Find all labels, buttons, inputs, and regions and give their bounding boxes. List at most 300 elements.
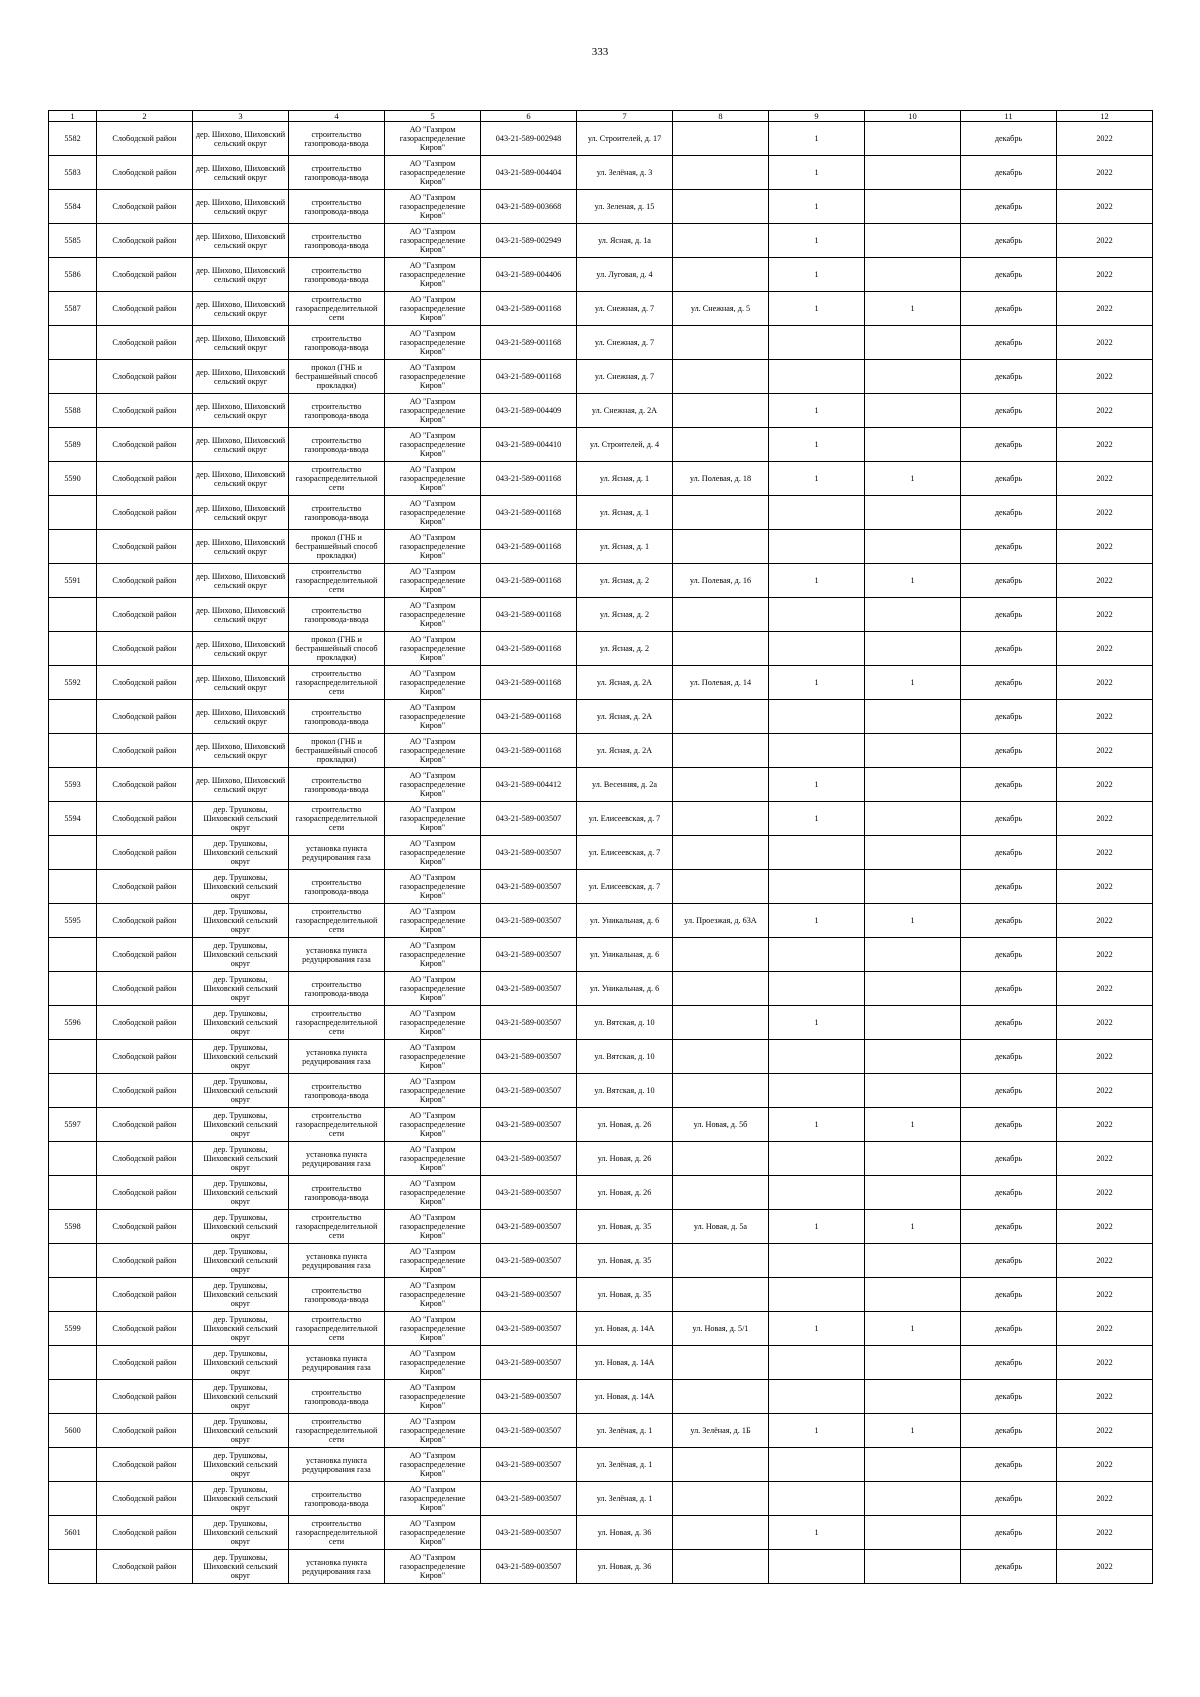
cell-text: дер. Шихово, Шиховский сельский округ <box>195 503 286 522</box>
table-cell <box>673 292 769 326</box>
cell-text: декабрь <box>994 1256 1023 1265</box>
table-cell <box>577 564 673 598</box>
cell-text: 2022 <box>1096 1188 1113 1197</box>
table-cell <box>97 904 193 938</box>
table-cell <box>673 802 769 836</box>
cell-text: 043-21-589-003507 <box>495 1018 562 1027</box>
table-cell <box>673 666 769 700</box>
table-cell <box>289 1210 385 1244</box>
cell-text: декабрь <box>994 746 1023 755</box>
table-cell <box>193 938 289 972</box>
table-cell <box>673 1040 769 1074</box>
table-cell <box>193 1414 289 1448</box>
table-cell <box>193 1040 289 1074</box>
cell-text: декабрь <box>994 406 1023 415</box>
table-cell <box>1057 870 1153 904</box>
cell-text: 5587 <box>64 304 81 313</box>
table-cell <box>769 1040 865 1074</box>
cell-text: 5597 <box>64 1120 81 1129</box>
cell-text: Слободской район <box>112 712 177 721</box>
cell-text: Слободской район <box>112 1256 177 1265</box>
table-cell <box>385 1312 481 1346</box>
cell-text: дер. Шихово, Шиховский сельский округ <box>195 775 286 794</box>
table-cell <box>289 326 385 360</box>
table-cell <box>97 1516 193 1550</box>
cell-text: дер. Шихово, Шиховский сельский округ <box>195 571 286 590</box>
table-row <box>49 1244 1153 1278</box>
table-cell <box>673 156 769 190</box>
table-cell <box>97 1550 193 1584</box>
table-cell <box>865 904 961 938</box>
table-cell <box>865 190 961 224</box>
table-cell <box>193 836 289 870</box>
table-cell <box>865 1414 961 1448</box>
cell-text: ул. Новая, д. 35 <box>597 1222 652 1231</box>
cell-text: 5591 <box>64 576 81 585</box>
cell-text: Слободской район <box>112 1562 177 1571</box>
table-cell <box>865 972 961 1006</box>
table-cell <box>193 258 289 292</box>
column-header: 12 <box>1057 111 1153 122</box>
table-cell <box>961 632 1057 666</box>
table-cell <box>385 1176 481 1210</box>
cell-text: 043-21-589-003507 <box>495 1052 562 1061</box>
cell-text: ул. Зелёная, д. 1 <box>596 1460 653 1469</box>
table-cell <box>961 428 1057 462</box>
table-cell <box>1057 1278 1153 1312</box>
table-cell <box>193 462 289 496</box>
cell-text: прокол (ГНБ и бестраншейный способ прокладки) <box>295 533 378 560</box>
table-cell <box>577 768 673 802</box>
cell-text: 2022 <box>1096 814 1113 823</box>
cell-text: 2022 <box>1096 678 1113 687</box>
cell-text: 043-21-589-003668 <box>495 202 562 211</box>
table-cell <box>865 1108 961 1142</box>
table-cell <box>289 598 385 632</box>
cell-text: строительство газопровода-ввода <box>304 333 369 352</box>
cell-text: Слободской район <box>112 406 177 415</box>
column-header: 2 <box>97 111 193 122</box>
table-cell <box>577 1312 673 1346</box>
table-cell <box>49 870 97 904</box>
cell-text: дер. Трушковы, Шиховский сельский округ <box>203 1451 278 1478</box>
cell-text: дер. Трушковы, Шиховский сельский округ <box>203 1111 278 1138</box>
table-cell <box>577 1176 673 1210</box>
table-cell <box>481 1210 577 1244</box>
table-cell <box>49 1312 97 1346</box>
table-cell <box>49 904 97 938</box>
table-cell <box>577 1074 673 1108</box>
table-cell <box>769 190 865 224</box>
cell-text: АО "Газпром газораспределение Киров" <box>399 737 466 764</box>
cell-text: Слободской район <box>112 202 177 211</box>
cell-text: ул. Весенняя, д. 2а <box>592 780 657 789</box>
table-cell <box>289 360 385 394</box>
cell-text: 1 <box>814 304 819 313</box>
cell-text: АО "Газпром газораспределение Киров" <box>399 1179 466 1206</box>
table-cell <box>769 972 865 1006</box>
table-cell <box>385 700 481 734</box>
table-cell <box>385 462 481 496</box>
cell-text: Слободской район <box>112 1052 177 1061</box>
cell-text: дер. Шихово, Шиховский сельский округ <box>195 605 286 624</box>
cell-text: ул. Уникальная, д. 6 <box>589 950 660 959</box>
table-cell <box>385 904 481 938</box>
table-cell <box>385 360 481 394</box>
cell-text: АО "Газпром газораспределение Киров" <box>399 975 466 1002</box>
cell-text: ул. Вятская, д. 10 <box>594 1086 655 1095</box>
cell-text: 2022 <box>1096 338 1113 347</box>
table-row <box>49 1176 1153 1210</box>
table-cell <box>385 224 481 258</box>
cell-text: 1 <box>814 236 819 245</box>
table-row <box>49 326 1153 360</box>
cell-text: ул. Снежная, д. 7 <box>594 304 655 313</box>
table-cell <box>673 496 769 530</box>
cell-text: 043-21-589-001168 <box>495 746 562 755</box>
table-cell <box>865 394 961 428</box>
cell-text: дер. Шихово, Шиховский сельский округ <box>195 367 286 386</box>
cell-text: 1 <box>814 168 819 177</box>
table-cell <box>289 1074 385 1108</box>
cell-text: 043-21-589-003507 <box>495 1528 562 1537</box>
cell-text: 2022 <box>1096 1562 1113 1571</box>
cell-text: строительство газораспределительной сети <box>295 669 378 696</box>
cell-text: дер. Шихово, Шиховский сельский округ <box>195 673 286 692</box>
table-cell <box>97 938 193 972</box>
cell-text: 2022 <box>1096 406 1113 415</box>
cell-text: дер. Шихово, Шиховский сельский округ <box>195 741 286 760</box>
cell-text: Слободской район <box>112 1324 177 1333</box>
table-cell <box>961 836 1057 870</box>
cell-text: ул. Новая, д. 14А <box>594 1358 655 1367</box>
table-cell <box>97 768 193 802</box>
table-cell <box>961 1006 1057 1040</box>
table-cell <box>1057 1040 1153 1074</box>
table-cell <box>49 1346 97 1380</box>
table-cell <box>481 292 577 326</box>
cell-text: 1 <box>814 1528 819 1537</box>
cell-text: декабрь <box>994 134 1023 143</box>
cell-text: 043-21-589-001168 <box>495 644 562 653</box>
table-cell <box>49 224 97 258</box>
cell-text: АО "Газпром газораспределение Киров" <box>399 261 466 288</box>
table-cell <box>289 462 385 496</box>
table-cell <box>1057 768 1153 802</box>
cell-text: строительство газораспределительной сети <box>295 1213 378 1240</box>
table-cell <box>193 700 289 734</box>
cell-text: 043-21-589-004409 <box>495 406 562 415</box>
table-cell <box>865 1312 961 1346</box>
table-cell <box>673 258 769 292</box>
table-cell <box>1057 190 1153 224</box>
table-cell <box>769 1516 865 1550</box>
table-cell <box>193 190 289 224</box>
table-cell <box>865 224 961 258</box>
table-cell <box>865 1346 961 1380</box>
table-cell <box>865 768 961 802</box>
cell-text: декабрь <box>994 950 1023 959</box>
cell-text: 2022 <box>1096 1426 1113 1435</box>
table-cell <box>193 496 289 530</box>
table-row <box>49 156 1153 190</box>
table-cell <box>1057 1516 1153 1550</box>
table-cell <box>481 904 577 938</box>
cell-text: Слободской район <box>112 882 177 891</box>
table-cell <box>49 972 97 1006</box>
table-cell <box>1057 530 1153 564</box>
table-cell <box>673 1006 769 1040</box>
cell-text: АО "Газпром газораспределение Киров" <box>399 1553 466 1580</box>
table-cell <box>961 1040 1057 1074</box>
table-cell <box>769 938 865 972</box>
table-cell <box>289 1040 385 1074</box>
table-cell <box>865 734 961 768</box>
page-number: 333 <box>591 46 609 58</box>
cell-text: АО "Газпром газораспределение Киров" <box>399 1247 466 1274</box>
cell-text: установка пункта редуцирования газа <box>302 843 371 862</box>
table-cell <box>769 666 865 700</box>
table-cell <box>769 632 865 666</box>
table-cell <box>961 938 1057 972</box>
table-cell <box>865 598 961 632</box>
table-cell <box>385 1210 481 1244</box>
table-cell <box>289 1142 385 1176</box>
cell-text: 043-21-589-003507 <box>495 1154 562 1163</box>
table-cell <box>577 122 673 156</box>
table-cell <box>49 1448 97 1482</box>
cell-text: ул. Строителей, д. 4 <box>589 440 660 449</box>
table-cell <box>289 564 385 598</box>
table-cell <box>577 156 673 190</box>
table-cell <box>97 1210 193 1244</box>
table-row <box>49 1278 1153 1312</box>
cell-text: 2022 <box>1096 508 1113 517</box>
table-cell <box>865 938 961 972</box>
cell-text: 1 <box>814 474 819 483</box>
cell-text: дер. Трушковы, Шиховский сельский округ <box>203 1179 278 1206</box>
table-cell <box>289 496 385 530</box>
cell-text: 043-21-589-003507 <box>495 848 562 857</box>
table-cell <box>961 190 1057 224</box>
table-cell <box>49 938 97 972</box>
cell-text: декабрь <box>994 1188 1023 1197</box>
cell-text: дер. Шихово, Шиховский сельский округ <box>195 129 286 148</box>
table-cell <box>865 360 961 394</box>
cell-text: 2022 <box>1096 1324 1113 1333</box>
table-cell <box>769 1550 865 1584</box>
cell-text: 1 <box>814 780 819 789</box>
column-header: 8 <box>673 111 769 122</box>
table-cell <box>289 1006 385 1040</box>
table-cell <box>1057 700 1153 734</box>
table-cell <box>673 1482 769 1516</box>
cell-text: 1 <box>814 202 819 211</box>
cell-text: 2022 <box>1096 1392 1113 1401</box>
table-cell <box>1057 428 1153 462</box>
cell-text: Слободской район <box>112 1426 177 1435</box>
cell-text: АО "Газпром газораспределение Киров" <box>399 941 466 968</box>
cell-text: 043-21-589-003507 <box>495 1188 562 1197</box>
table-cell <box>385 1346 481 1380</box>
table-cell <box>577 360 673 394</box>
table-cell <box>481 156 577 190</box>
table-cell <box>193 1380 289 1414</box>
table-cell <box>577 428 673 462</box>
cell-text: Слободской район <box>112 338 177 347</box>
cell-text: ул. Ясная, д. 2А <box>596 678 653 687</box>
table-cell <box>865 156 961 190</box>
table-row <box>49 836 1153 870</box>
table-cell <box>97 1108 193 1142</box>
table-row <box>49 496 1153 530</box>
cell-text: 1 <box>910 576 915 585</box>
table-cell <box>769 258 865 292</box>
table-cell <box>961 1380 1057 1414</box>
cell-text: ул. Полевая, д. 16 <box>689 576 752 585</box>
cell-text: 5582 <box>64 134 81 143</box>
table-cell <box>97 224 193 258</box>
cell-text: 043-21-589-003507 <box>495 1460 562 1469</box>
table-cell <box>961 1142 1057 1176</box>
cell-text: дер. Трушковы, Шиховский сельский округ <box>203 1383 278 1410</box>
table-cell <box>193 666 289 700</box>
cell-text: АО "Газпром газораспределение Киров" <box>399 1485 466 1512</box>
table-cell <box>193 156 289 190</box>
cell-text: 2022 <box>1096 1494 1113 1503</box>
table-cell <box>193 428 289 462</box>
cell-text: строительство газопровода-ввода <box>304 1387 369 1406</box>
table-row <box>49 1414 1153 1448</box>
cell-text: Слободской район <box>112 950 177 959</box>
table-cell <box>865 802 961 836</box>
cell-text: АО "Газпром газораспределение Киров" <box>399 703 466 730</box>
cell-text: 1 <box>910 304 915 313</box>
table-cell <box>385 666 481 700</box>
table-cell <box>961 1176 1057 1210</box>
cell-text: дер. Трушковы, Шиховский сельский округ <box>203 1077 278 1104</box>
table-cell <box>769 122 865 156</box>
cell-text: ул. Новая, д. 14А <box>594 1324 655 1333</box>
cell-text: 2022 <box>1096 848 1113 857</box>
table-cell <box>193 1312 289 1346</box>
table-cell <box>49 428 97 462</box>
table-cell <box>1057 802 1153 836</box>
cell-text: 043-21-589-003507 <box>495 1222 562 1231</box>
cell-text: 2022 <box>1096 202 1113 211</box>
cell-text: дер. Трушковы, Шиховский сельский округ <box>203 805 278 832</box>
table-cell <box>481 700 577 734</box>
cell-text: ул. Новая, д. 35 <box>597 1256 652 1265</box>
table-cell <box>49 156 97 190</box>
table-cell <box>97 700 193 734</box>
table-cell <box>481 734 577 768</box>
table-cell <box>865 1142 961 1176</box>
column-header: 9 <box>769 111 865 122</box>
table-cell <box>673 122 769 156</box>
cell-text: дер. Шихово, Шиховский сельский округ <box>195 265 286 284</box>
table-cell <box>385 1142 481 1176</box>
table-cell <box>49 1482 97 1516</box>
cell-text: Слободской район <box>112 1358 177 1367</box>
cell-text: Слободской район <box>112 916 177 925</box>
cell-text: строительство газораспределительной сети <box>295 465 378 492</box>
table-cell <box>961 1448 1057 1482</box>
table-cell <box>961 598 1057 632</box>
table-cell <box>289 972 385 1006</box>
cell-text: дер. Трушковы, Шиховский сельский округ <box>203 941 278 968</box>
cell-text: 043-21-589-002949 <box>495 236 562 245</box>
table-cell <box>769 1210 865 1244</box>
table-cell <box>961 1414 1057 1448</box>
table-cell <box>49 496 97 530</box>
cell-text: 2022 <box>1096 1018 1113 1027</box>
table-cell <box>193 122 289 156</box>
table-cell <box>1057 1210 1153 1244</box>
column-header: 4 <box>289 111 385 122</box>
table-cell <box>481 870 577 904</box>
table-cell <box>961 360 1057 394</box>
table-cell <box>961 1210 1057 1244</box>
table-cell <box>481 802 577 836</box>
cell-text: декабрь <box>994 508 1023 517</box>
cell-text: дер. Трушковы, Шиховский сельский округ <box>203 1281 278 1308</box>
cell-text: декабрь <box>994 1562 1023 1571</box>
table-cell <box>769 768 865 802</box>
table-cell <box>481 666 577 700</box>
table-cell <box>961 802 1057 836</box>
table-row <box>49 1380 1153 1414</box>
cell-text: 1 <box>814 1426 819 1435</box>
table-cell <box>769 1108 865 1142</box>
cell-text: строительство газораспределительной сети <box>295 805 378 832</box>
table-row <box>49 734 1153 768</box>
table-cell <box>673 836 769 870</box>
cell-text: 043-21-589-003507 <box>495 950 562 959</box>
cell-text: 5594 <box>64 814 81 823</box>
table-cell <box>769 1380 865 1414</box>
table-cell <box>769 530 865 564</box>
cell-text: ул. Зелёная, д. 1Б <box>690 1426 751 1435</box>
cell-text: Слободской район <box>112 1222 177 1231</box>
table-cell <box>289 292 385 326</box>
cell-text: Слободской район <box>112 1290 177 1299</box>
cell-text: АО "Газпром газораспределение Киров" <box>399 295 466 322</box>
cell-text: АО "Газпром газораспределение Киров" <box>399 805 466 832</box>
table-cell <box>481 836 577 870</box>
table-cell <box>769 564 865 598</box>
table-cell <box>289 1448 385 1482</box>
table-cell <box>97 1176 193 1210</box>
table-cell <box>481 938 577 972</box>
cell-text: декабрь <box>994 1222 1023 1231</box>
cell-text: дер. Трушковы, Шиховский сельский округ <box>203 1553 278 1580</box>
table-cell <box>865 1278 961 1312</box>
table-row <box>49 360 1153 394</box>
table-cell <box>961 1482 1057 1516</box>
cell-text: АО "Газпром газораспределение Киров" <box>399 1145 466 1172</box>
cell-text: 2022 <box>1096 1222 1113 1231</box>
cell-text: 5598 <box>64 1222 81 1231</box>
table-cell <box>1057 972 1153 1006</box>
cell-text: Слободской район <box>112 270 177 279</box>
cell-text: 043-21-589-003507 <box>495 1256 562 1265</box>
cell-text: АО "Газпром газораспределение Киров" <box>399 601 466 628</box>
cell-text: Слободской район <box>112 1120 177 1129</box>
table-cell <box>193 802 289 836</box>
cell-text: декабрь <box>994 440 1023 449</box>
table-cell <box>769 1176 865 1210</box>
